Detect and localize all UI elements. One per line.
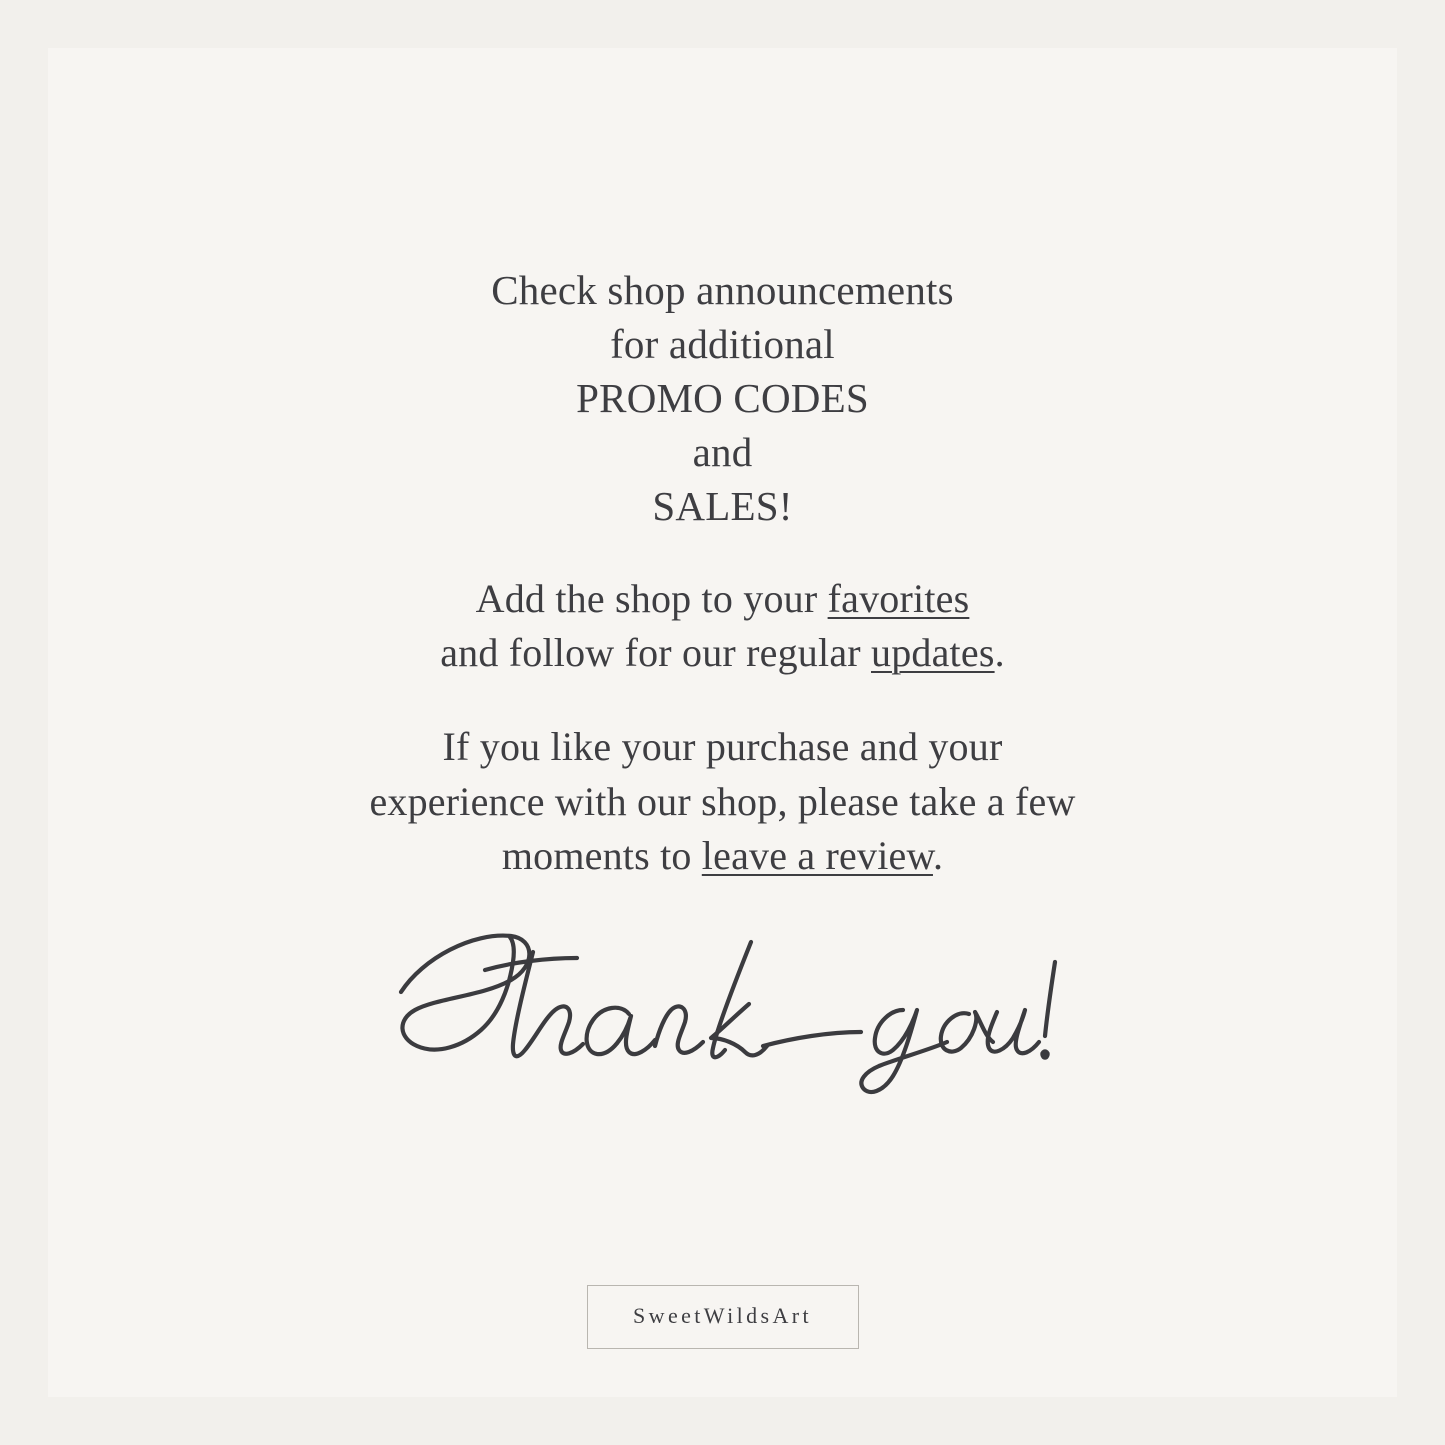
favorites-line-1-text: Add the shop to your [475,575,828,621]
shop-name-label: SweetWildsArt [633,1303,812,1328]
favorites-paragraph [48,572,1397,681]
review-line-2: experience with our shop, please take a few [369,778,1076,824]
note-card [48,48,1397,1397]
shop-footer-badge[interactable] [587,1285,859,1349]
leave-a-review-link[interactable]: leave a review [701,833,933,879]
updates-link[interactable]: updates [871,629,995,675]
announcement-line-3: PROMO CODES [576,375,869,422]
announcement-line-1: Check shop announcements [491,267,954,313]
announcement-line-5: SALES! [652,483,793,530]
review-paragraph [48,720,1397,883]
review-line-3-text: moments to [501,833,702,879]
favorites-line-2-suffix: . [994,629,1005,675]
thank-you-script-text [363,918,1083,1108]
review-line-3-suffix: . [932,833,944,879]
favorites-link[interactable]: favorites [827,575,970,621]
favorites-line-2 [48,626,1397,680]
review-line-1: If you like your purchase and your [442,724,1003,770]
announcement-line-4: and [692,429,753,476]
shop-announcement-block [48,263,1397,534]
review-line-3 [48,829,1397,883]
favorites-line-2-text: and follow for our regular [440,629,871,675]
favorites-line-1 [48,572,1397,626]
announcement-line-2: for additional [610,321,835,368]
thank-you-block [48,918,1397,1108]
